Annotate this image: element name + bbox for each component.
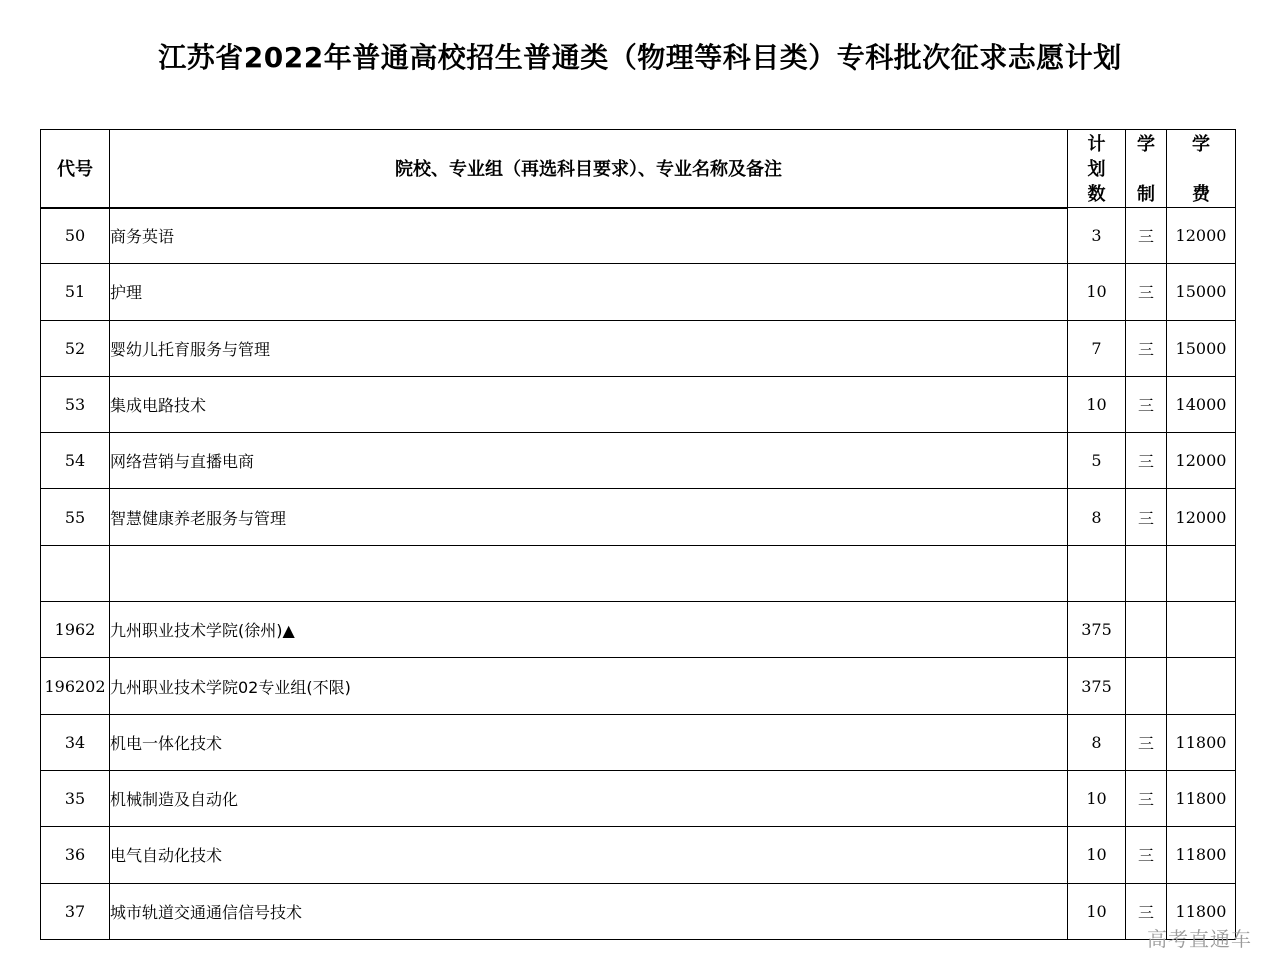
cell-name: 集成电路技术 — [110, 376, 1068, 432]
cell-name: 机械制造及自动化 — [110, 770, 1068, 826]
cell-code: 37 — [41, 883, 110, 939]
cell-fee: 11800 — [1167, 714, 1236, 770]
cell-duration — [1126, 545, 1167, 601]
cell-fee — [1167, 602, 1236, 658]
cell-name — [110, 545, 1068, 601]
table-row-group — [41, 658, 1236, 714]
cell-code: 1962 — [41, 602, 110, 658]
cell-plan: 375 — [1068, 658, 1126, 714]
cell-duration: 三 — [1126, 264, 1167, 320]
cell-name: 城市轨道交通通信信号技术 — [110, 883, 1068, 939]
cell-name: 婴幼儿托育服务与管理 — [110, 320, 1068, 376]
cell-duration: 三 — [1126, 489, 1167, 545]
cell-duration: 三 — [1126, 770, 1167, 826]
cell-name: 商务英语 — [110, 208, 1068, 264]
page-title: 江苏省2022年普通高校招生普通类（物理等科目类）专科批次征求志愿计划 — [158, 41, 1122, 74]
header-duration-char-2: 制 — [1137, 184, 1155, 205]
enrollment-plan-table — [40, 129, 1236, 940]
cell-plan: 8 — [1068, 714, 1126, 770]
cell-code: 50 — [41, 208, 110, 264]
cell-code: 55 — [41, 489, 110, 545]
cell-duration: 三 — [1126, 376, 1167, 432]
header-plan-char-1: 计 — [1087, 134, 1106, 155]
table-row-empty — [41, 545, 1236, 601]
cell-fee: 15000 — [1167, 320, 1236, 376]
cell-plan: 3 — [1068, 208, 1126, 264]
cell-duration — [1126, 658, 1167, 714]
table-row — [41, 883, 1236, 939]
cell-fee — [1167, 545, 1236, 601]
cell-duration: 三 — [1126, 433, 1167, 489]
table-row — [41, 714, 1236, 770]
table-row — [41, 770, 1236, 826]
table-row — [41, 827, 1236, 883]
cell-fee: 12000 — [1167, 433, 1236, 489]
cell-fee: 15000 — [1167, 264, 1236, 320]
cell-code — [41, 545, 110, 601]
header-fee-char-1: 学 — [1192, 134, 1210, 155]
cell-name: 九州职业技术学院(徐州)▲ — [110, 602, 1068, 658]
table-row — [41, 320, 1236, 376]
cell-plan: 375 — [1068, 602, 1126, 658]
table-row — [41, 433, 1236, 489]
cell-name: 九州职业技术学院02专业组(不限) — [110, 658, 1068, 714]
table-row — [41, 489, 1236, 545]
cell-duration — [1126, 602, 1167, 658]
cell-plan — [1068, 545, 1126, 601]
header-name: 院校、专业组（再选科目要求）、专业名称及备注 — [110, 130, 1068, 208]
header-duration-char-1: 学 — [1137, 134, 1155, 155]
table-row-school — [41, 602, 1236, 658]
cell-code: 36 — [41, 827, 110, 883]
cell-plan: 10 — [1068, 376, 1126, 432]
cell-fee: 11800 — [1167, 770, 1236, 826]
table-row — [41, 376, 1236, 432]
cell-fee: 11800 — [1167, 827, 1236, 883]
cell-code: 54 — [41, 433, 110, 489]
header-plan-char-2: 划 — [1087, 159, 1106, 180]
table-row — [41, 208, 1236, 264]
cell-plan: 8 — [1068, 489, 1126, 545]
watermark: 高考直通车 — [1147, 927, 1252, 951]
header-code: 代号 — [41, 130, 110, 208]
cell-code: 51 — [41, 264, 110, 320]
cell-name: 智慧健康养老服务与管理 — [110, 489, 1068, 545]
cell-plan: 10 — [1068, 827, 1126, 883]
cell-duration: 三 — [1126, 320, 1167, 376]
cell-code: 35 — [41, 770, 110, 826]
table-row — [41, 264, 1236, 320]
cell-duration: 三 — [1126, 827, 1167, 883]
cell-name: 机电一体化技术 — [110, 714, 1068, 770]
cell-name: 网络营销与直播电商 — [110, 433, 1068, 489]
cell-name: 护理 — [110, 264, 1068, 320]
cell-fee: 12000 — [1167, 489, 1236, 545]
cell-code: 196202 — [41, 658, 110, 714]
cell-plan: 10 — [1068, 883, 1126, 939]
table-header-row — [41, 130, 1236, 208]
cell-duration: 三 — [1126, 883, 1167, 939]
cell-plan: 10 — [1068, 264, 1126, 320]
cell-duration: 三 — [1126, 714, 1167, 770]
cell-duration: 三 — [1126, 208, 1167, 264]
cell-fee — [1167, 658, 1236, 714]
header-plan — [1068, 130, 1126, 208]
cell-code: 34 — [41, 714, 110, 770]
cell-code: 53 — [41, 376, 110, 432]
header-fee — [1167, 130, 1236, 208]
cell-name: 电气自动化技术 — [110, 827, 1068, 883]
header-plan-char-3: 数 — [1087, 184, 1106, 205]
cell-plan: 7 — [1068, 320, 1126, 376]
cell-plan: 10 — [1068, 770, 1126, 826]
cell-fee: 11800 — [1167, 883, 1236, 939]
header-fee-char-2: 费 — [1192, 184, 1210, 205]
cell-plan: 5 — [1068, 433, 1126, 489]
cell-fee: 12000 — [1167, 208, 1236, 264]
header-duration — [1126, 130, 1167, 208]
cell-code: 52 — [41, 320, 110, 376]
cell-fee: 14000 — [1167, 376, 1236, 432]
